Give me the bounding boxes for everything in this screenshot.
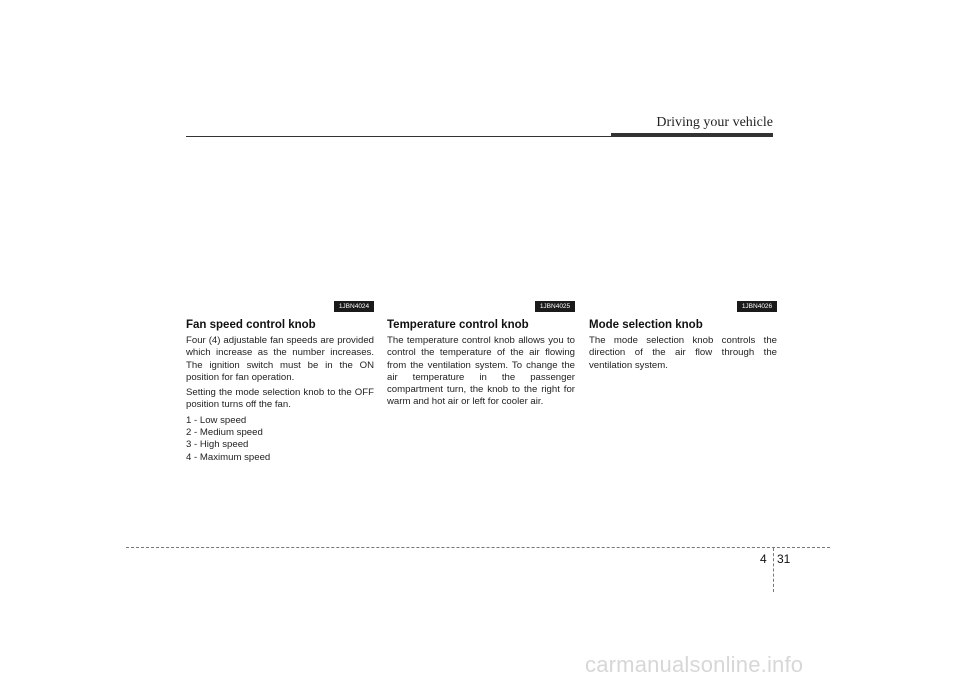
figure-code: 1JBN4024 bbox=[334, 301, 374, 312]
paragraph: The temperature control knob allows you to control the temperature of the air flowing from the ventilation system. To change the air temperature in the passenger compartment turn, the knob to the right for warm and hot air or left for cooler air. bbox=[387, 335, 575, 408]
section-fan-speed bbox=[186, 301, 374, 464]
list-item: 4 - Maximum speed bbox=[186, 451, 271, 463]
figure-code: 1JBN4026 bbox=[737, 301, 777, 312]
section-title: Mode selection knob bbox=[589, 319, 703, 331]
chapter-number: 4 bbox=[760, 552, 767, 566]
section-mode-selection bbox=[589, 301, 777, 372]
section-body bbox=[186, 335, 374, 464]
watermark: carmanualsonline.info bbox=[585, 652, 804, 677]
list-item: 1 - Low speed bbox=[186, 414, 247, 426]
section-title: Temperature control knob bbox=[387, 319, 529, 331]
section-body bbox=[387, 335, 575, 409]
section-temperature bbox=[387, 301, 575, 409]
paragraph: The mode selection knob controls the direction of the air flow through the ventilation system. bbox=[589, 335, 777, 371]
list-item: 3 - High speed bbox=[186, 439, 249, 451]
speed-list bbox=[186, 415, 374, 464]
paragraph: Four (4) adjustable fan speeds are provided which increase as the number increases. The ignition switch must be in the ON position for fan operation. bbox=[186, 335, 374, 383]
header-rule-accent bbox=[611, 133, 773, 137]
section-title: Fan speed control knob bbox=[186, 319, 316, 331]
header-rule bbox=[186, 136, 611, 137]
footer-rule bbox=[126, 547, 830, 548]
section-body bbox=[589, 335, 777, 372]
header-title: Driving your vehicle bbox=[656, 115, 773, 130]
figure-code: 1JBN4025 bbox=[535, 301, 575, 312]
list-item: 2 - Medium speed bbox=[186, 427, 263, 439]
footer-divider bbox=[773, 548, 774, 592]
page-number: 31 bbox=[777, 552, 791, 566]
paragraph: Setting the mode selection knob to the OFF position turns off the fan. bbox=[186, 387, 374, 411]
